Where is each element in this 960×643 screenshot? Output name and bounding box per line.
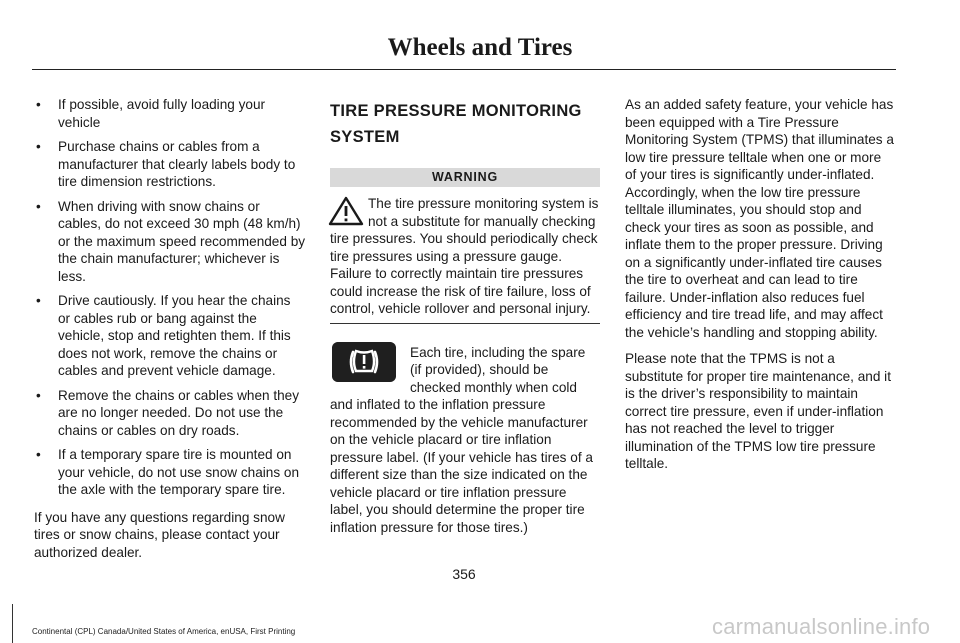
watermark: carmanualsonline.info — [712, 614, 931, 639]
column-right — [625, 96, 895, 482]
page-number: 356 — [452, 566, 476, 582]
page-header-title: Wheels and Tires — [387, 34, 573, 61]
section-title: TIRE PRESSURE MONITORING SYSTEM — [330, 102, 582, 146]
warning-label: WARNING — [330, 168, 600, 187]
list-item: • Remove the chains or cables when they are no longer needed. Do not use the chains or cables on dry roads. — [34, 387, 306, 440]
edition-line: Continental (CPL) Canada/United States of America, enUSA, First Printing — [32, 627, 296, 636]
column-middle — [330, 96, 600, 536]
list-item: • Purchase chains or cables from a manufacturer that clearly labels body to tire dimension restrictions. — [34, 138, 306, 191]
tpms-block — [330, 344, 600, 537]
column-left — [34, 96, 306, 570]
warning-divider — [330, 323, 600, 324]
tpms-telltale-icon — [332, 342, 396, 382]
warning-text: The tire pressure monitoring system is not a substitute for manually checking tire pressures. You should periodically check tire pressures using a pressure gauge. Failure to correctly maintain tire pressures could increase the risk of tire failure, loss of control, vehicle rollover and personal injury. — [330, 196, 599, 316]
list-item: • If possible, avoid fully loading your vehicle — [34, 96, 306, 131]
tpms-paragraph: Each tire, including the spare (if provided), should be checked monthly when cold and inflated to the inflation pressure recommended by the vehicle manufacturer on the vehicle placard or tire inflation pressure label. (If your vehicle has tires of a different size than the size indicated on the vehicle placard or tire inflation pressure label, you should determine the proper tire inflation pressure for those tires.) — [330, 344, 593, 535]
snow-chain-bullets — [34, 96, 306, 499]
list-item: • If a temporary spare tire is mounted on your vehicle, do not use snow chains on the axle with the temporary spare tire. — [34, 446, 306, 499]
crop-mark — [12, 604, 13, 643]
list-item: • Drive cautiously. If you hear the chains or cables rub or bang against the vehicle, stop and retighten them. If this does not work, remove the chains or cables and prevent vehicle damage. — [34, 292, 306, 380]
closing-paragraph: If you have any questions regarding snow tires or snow chains, please contact your authorized dealer. — [34, 509, 285, 560]
warning-box — [330, 195, 600, 324]
tpms-feature-paragraph: As an added safety feature, your vehicle has been equipped with a Tire Pressure Monitoring System (TPMS) that illuminates a low tire pressure telltale when one or more of your tires is significantly under-inflated. Accordingly, when the low tire pressure telltale illuminates, you should stop and check your tires as soon as possible, and inflate them to the proper pressure. Driving on a significantly under-inflated tire causes the tire to overheat and can lead to tire failure. Under-inflation also reduces fuel efficiency and tire tread life, and may affect the vehicle’s handling and stopping ability. — [625, 97, 894, 340]
tpms-note-paragraph: Please note that the TPMS is not a substitute for proper tire maintenance, and it is the driver’s responsibility to maintain correct tire pressure, even if under-inflation has not reached the level to trigger illumination of the TPMS low tire pressure telltale. — [625, 351, 891, 471]
list-item: • When driving with snow chains or cables, do not exceed 30 mph (48 km/h) or the maximum speed recommended by the chain manufacturer; whichever is less. — [34, 198, 306, 286]
warning-triangle-icon — [328, 196, 364, 226]
header-rule — [32, 69, 896, 70]
